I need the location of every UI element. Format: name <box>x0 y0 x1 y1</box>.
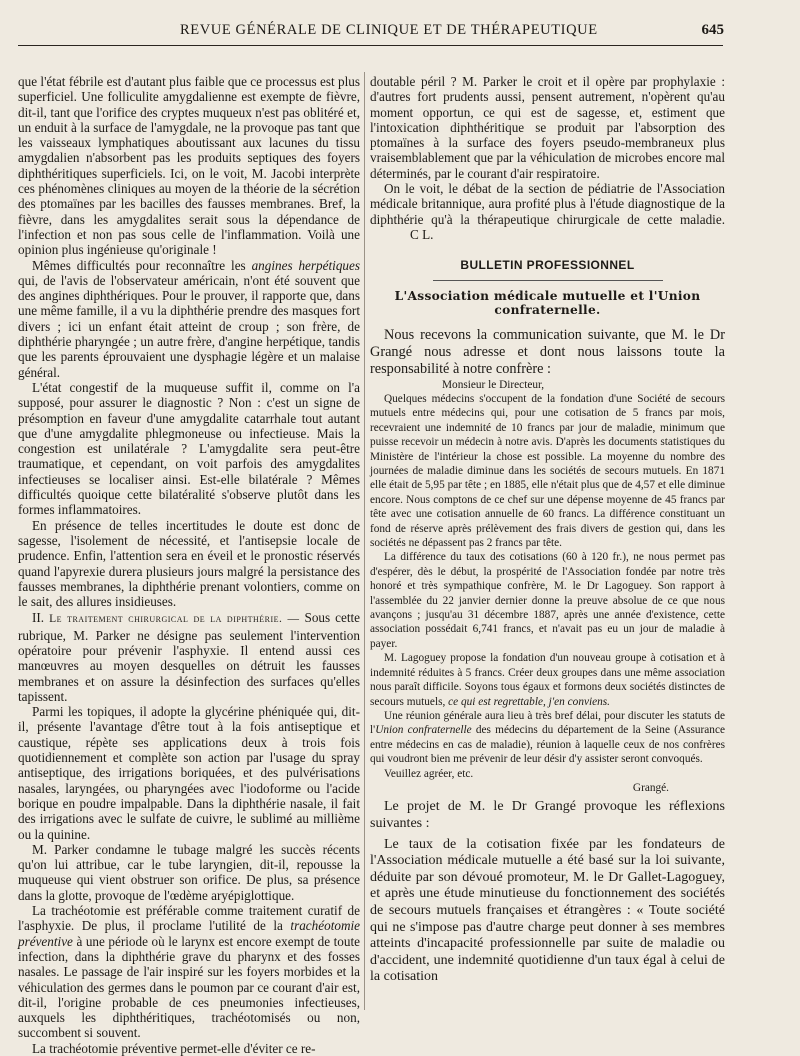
paragraph: doutable péril ? M. Parker le croit et il opère par prophylaxie : d'autres fort prudents aussi, pensent autrement, n'opèrent qu'au moment opportun, ce qui est de sagesse, et, estiment que l'intoxication diphthéritique se produit par l'absorption des ptomaïnes à la surface des foyers pseudo-membraneux plus vraisemblablement que par la véhiculation de microbes encore mal déterminés, par le courant d'air respiratoire. <box>370 74 725 181</box>
journal-title: REVUE GÉNÉRALE DE CLINIQUE ET DE THÉRAPEUTIQUE <box>180 22 598 38</box>
paragraph: Le taux de la cotisation fixée par les fondateurs de l'Association médicale mutuelle a été basé sur la loi suivante, déduite par son dévoué promoteur, M. le Dr Gallet-Lagoguey, et après une étude minutieuse du fonctionnement des sociétés de secours mutuels françaises et étrangères : « Toute société qui ne s'impose pas d'autre charge peut donner à ses membres atteints d'incapacité professionnelle par suite de maladie ou d'accident, une indemnité quotidienne d'un taux égal à celui de la cotisation <box>370 836 725 985</box>
italic-term: trachéotomie préventive <box>18 918 360 949</box>
text-run: des médecins du département de la Seine (Assurance entre médecins en cas de maladie), réunion à laquelle ceux de nos confrères qui voudront bien me prévenir de leur désir d'y assister seront convoqués. <box>370 724 725 766</box>
text-run: Mêmes difficultés pour reconnaître les <box>32 257 252 273</box>
italic-name: Union confraternelle <box>375 724 472 737</box>
heading-rule <box>433 280 663 281</box>
section-heading: BULLETIN PROFESSIONNEL <box>460 258 635 273</box>
paragraph: que l'état fébrile est d'autant plus faible que ce processus est plus superficiel. Une folliculite amygdalienne est exempte de fièvre, dit-il, tant que l'orifice des cryptes muqueux n'est pas oblitéré et, un enduit à la surface de l'amygdale, ne la provoque pas tant que les vaisseaux lymphatiques aboutissant aux lacunes du tissu amygdalien n'absorbent pas les produits septiques des foyers diphthéritiques superficiels. Ici, on le voit, M. Jacobi interprète ces phénomènes cliniques au moyen de la théorie de la sécrétion des ptomaïnes par les bacilles des fausses membranes. Bref, la fièvre, dans les amygdalites serait sous la dépendance de l'infection et non pas sous celle de l'inflammation. Voilà une opinion plus ingénieuse qu'originale ! <box>18 74 360 258</box>
signature: Grangé. <box>632 781 669 794</box>
salutation: Monsieur le Directeur, <box>442 378 545 391</box>
paragraph <box>18 903 360 1041</box>
paragraph: Parmi les topiques, il adopte la glycérine phéniquée qui, dit-il, présente l'avantage d'être tout à la fois antiseptique et caustique, répète ses applications deux à trois fois quotidiennement et complète son action par l'usage du spray antiseptique, des irrigations boriquées, et des pulvérisations nasales, laryngées, ou pharyngées avec l'iodoforme ou l'acide borique en poudre impalpable. Dans la diphthérie nasale, il fait des irrigations avec le sulfate de cuivre, le sublimé au millième ou la quinine. <box>18 704 360 842</box>
closing: Veuillez agréer, etc. <box>384 767 474 780</box>
letter-paragraph: La différence du taux des cotisations (60 à 120 fr.), ne nous permet pas d'espérer, dès le début, la prospérité de l'Association fondée par notre très honoré et très sympathique confrère, M. le Dr Lagoguey. Son rapport à l'assemblée du 22 janvier dernier donne la preuve absolue de ce que nous avançons ; jusqu'au 31 décembre 1887, après une année d'existence, cette association possédait 6,741 francs, et n'avait pas eu un jour de maladie à payer. <box>370 551 725 650</box>
left-column <box>18 74 361 1056</box>
text-run: La trachéotomie est préférable comme traitement curatif de l'asphyxie. De plus, il proclame l'utilité de la <box>18 903 360 934</box>
paragraph: En présence de telles incertitudes le doute est donc de sagesse, l'isolement de nécessité, et l'antisepsie locale de prudence. Enfin, l'attention sera en éveil et le pronostic réservés quand l'apyrexie durera plusieurs jours malgré la persistance des fausses membranes, la diphthérie prenant volontiers, comme on le sait, des allures insidieuses. <box>18 517 360 610</box>
text-run: Une réunion générale aura lieu à très bref délai, pour discuter les statuts de l' <box>370 709 725 737</box>
paragraph: La trachéotomie préventive permet-elle d'éviter ce re- <box>32 1040 316 1056</box>
italic-term: angines herpétiques <box>251 257 360 273</box>
paragraph: M. Parker condamne le tubage malgré les succès récents qu'on lui attribue, car le tube laryngien, dit-il, repousse la muqueuse qui vient obstruer son orifice. De plus, sa présence dans la glotte, provoque de l'œdème aryépiglottique. <box>18 841 360 903</box>
page-number: 645 <box>701 22 724 38</box>
text-run: M. Lagoguey propose la fondation d'un nouveau groupe à cotisation et à indemnité réduites à 5 francs. Créer deux groupes dans une même association nous paraît difficile. Soyons tous égaux et formons deux sociétés distinctes de secours mutuels, <box>370 652 725 708</box>
article-title: L'Association médicale mutuelle et l'Union confraternelle. <box>394 288 701 317</box>
section-heading-paragraph <box>18 610 360 704</box>
letter-paragraph <box>370 651 725 709</box>
author-initials: C L. <box>410 226 434 242</box>
italic-phrase: ce qui est regrettable, j'en conviens. <box>448 695 611 708</box>
paragraph: L'état congestif de la muqueuse suffit il, comme on l'a supposé, pour assurer le diagnostic ? Non : c'est un signe de présomption en faveur d'une amygdalite catarrhale tout autant que d'une amygdalite phlegmoneuse ou infectieuse. Mais la congestion est unilatérale ? L'amygdalite sera peut-être traumatique, et cependant, on voit parfois des amygdalites infectieuses se localiser ainsi. Est-elle bilatérale ? Mêmes difficultés quoique cette bilatéralité s'observe plutôt dans les formes inflammatoires. <box>18 379 360 518</box>
column-separator <box>364 72 365 1010</box>
running-head <box>0 20 800 44</box>
paragraph <box>370 181 725 242</box>
header-rule <box>18 45 723 46</box>
text-run: Sous cette rubrique, M. Parker ne désigne pas seulement l'intervention opératoire pour prévenir l'asphyxie. Il entend aussi ces manœuvres au moyen desquelles on détruit les fausses membranes et on assure la désinfection des surfaces qu'elles tapissent. <box>18 610 361 704</box>
text-run: à une période où le larynx est encore exempt de toute infection, dans la diphthérie grave du pharynx et des fosses nasales. Le passage de l'air inspiré sur les foyers morbides et la véhiculation des germes dans le poumon par ce courant d'air est, dit-il, l'origine probable de ces pneumonies infectieuses, auxquels les diphthéritiques, trachéotomisés ou non, succombent si souvent. <box>18 933 360 1041</box>
section-title: Le traitement chirurgical de la diphthérie. — <box>49 613 300 626</box>
text-run: qui, de l'avis de l'observateur américain, n'ont été souvent que des angines diphthériques. Pour le prouver, il rapporte que, dans une même famille, il a vu la diphthérie prendre des masques fort divers ; ici un enfant était atteint de croup ; son frère, de diphthérie pharyngée ; un autre frère, d'angine herpétique, tandis que les parents éprouvaient une dysphagie légère et un malaise général. <box>18 272 360 380</box>
paragraph <box>18 258 360 380</box>
text-run: On le voit, le débat de la section de pédiatrie de l'Association médicale britannique, aura profité plus à l'étude diagnostique de la diphthérie qu'à la thérapeutique chirurgicale de cette maladie. <box>370 181 725 227</box>
letter-paragraph <box>370 709 725 767</box>
section-number: II. <box>32 610 45 626</box>
right-column <box>370 74 725 1014</box>
lead-paragraph: Nous recevons la communication suivante, que M. le Dr Grangé nous adresse et dont nous laissons toute la responsabilité à notre confrère : <box>370 326 725 377</box>
letter <box>370 378 725 796</box>
paragraph: Le projet de M. le Dr Grangé provoque les réflexions suivantes : <box>370 799 725 831</box>
letter-paragraph: Quelques médecins s'occupent de la fondation d'une Société de secours mutuels entre médecins qui, pour une cotisation de 5 francs par mois, recevraient une indemnité de 10 francs par jour de maladie, minimum que puisse recevoir un médecin à notre avis. D'après les documents statistiques du Ministère de l'intérieur la chose est possible. La moyenne du nombre des journées de maladie diminue dans les sociétés de secours mutuels. En 1871 elle était de 5,95 par tête ; en 1885, elle n'était plus que de 4,57 et elle diminue encore. Nous comptons de ce chef sur une dépense moyenne de 45 francs par tête avec une cotisation annuelle de 60 francs. La différence constituant un fond de réserve après prélèvement des frais divers de gestion qui, dans les sociétés ne dépassent pas 2 francs par tête. <box>370 392 725 550</box>
